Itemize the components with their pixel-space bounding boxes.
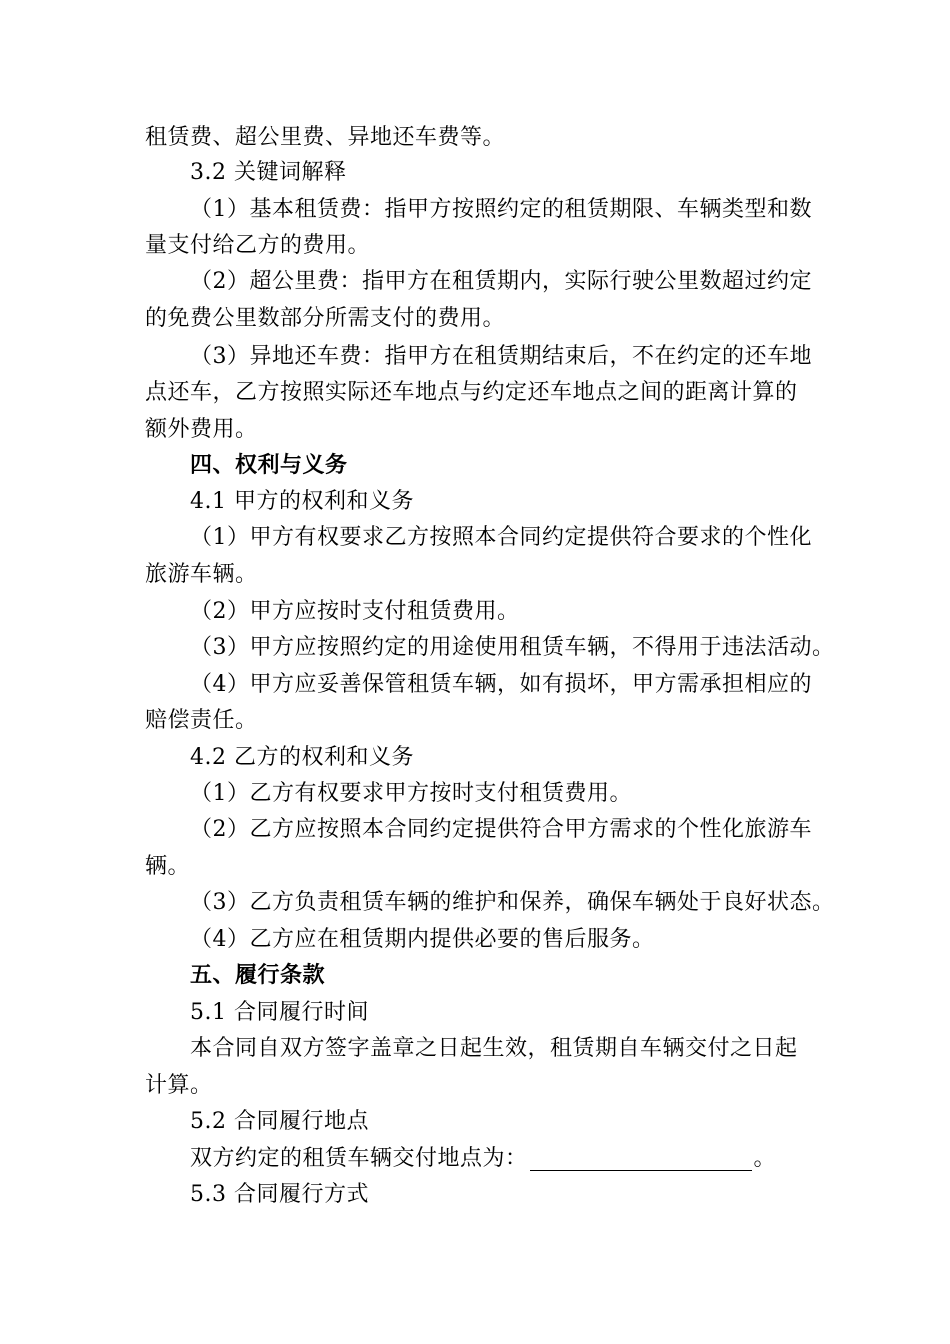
paragraph-line: （1）甲方有权要求乙方按照本合同约定提供符合要求的个性化	[190, 525, 812, 550]
section-subtitle: 5.2 合同履行地点	[190, 1109, 369, 1134]
paragraph-line: 计算。	[145, 1073, 213, 1098]
section-heading: 五、履行条款	[190, 963, 326, 988]
paragraph-line: （1）基本租赁费：指甲方按照约定的租赁期限、车辆类型和数	[190, 197, 812, 222]
section-subtitle: 4.1 甲方的权利和义务	[190, 489, 414, 514]
paragraph-line: （3）乙方负责租赁车辆的维护和保养，确保车辆处于良好状态。	[190, 890, 835, 915]
paragraph-line: （3）异地还车费：指甲方在租赁期结束后，不在约定的还车地	[190, 344, 812, 369]
paragraph-line: 赔偿责任。	[145, 708, 258, 733]
section-subtitle: 4.2 乙方的权利和义务	[190, 745, 414, 770]
paragraph-line: 旅游车辆。	[145, 562, 258, 587]
paragraph-line: 额外费用。	[145, 417, 258, 442]
paragraph-line: 辆。	[145, 854, 191, 879]
section-subtitle: 5.1 合同履行时间	[190, 1000, 369, 1025]
paragraph-line: （4）甲方应妥善保管租赁车辆，如有损坏，甲方需承担相应的	[190, 672, 812, 697]
paragraph-line: 的免费公里数部分所需支付的费用。	[145, 306, 506, 331]
paragraph-line: （2）甲方应按时支付租赁费用。	[190, 599, 520, 624]
paragraph-line: 租赁费、超公里费、异地还车费等。	[145, 125, 506, 150]
paragraph-line: （4）乙方应在租赁期内提供必要的售后服务。	[190, 927, 655, 952]
paragraph-line: （1）乙方有权要求甲方按时支付租赁费用。	[190, 781, 632, 806]
section-heading: 四、权利与义务	[190, 453, 348, 478]
paragraph-line: 量支付给乙方的费用。	[145, 233, 371, 258]
location-blank	[530, 1144, 752, 1171]
paragraph-line: （3）甲方应按照约定的用途使用租赁车辆，不得用于违法活动。	[190, 635, 835, 660]
paragraph-line: （2）超公里费：指甲方在租赁期内，实际行驶公里数超过约定	[190, 269, 812, 294]
section-subtitle: 3.2 关键词解释	[190, 160, 347, 185]
paragraph-line: 点还车，乙方按照实际还车地点与约定还车地点之间的距离计算的	[145, 380, 798, 405]
location-line	[0, 1139, 950, 1179]
location-suffix: 。	[753, 1146, 777, 1171]
paragraph-line: 本合同自双方签字盖章之日起生效，租赁期自车辆交付之日起	[190, 1036, 798, 1061]
paragraph-line: （2）乙方应按照本合同约定提供符合甲方需求的个性化旅游车	[190, 817, 812, 842]
section-subtitle: 5.3 合同履行方式	[190, 1182, 369, 1207]
location-prefix: 双方约定的租赁车辆交付地点为：	[190, 1146, 528, 1171]
